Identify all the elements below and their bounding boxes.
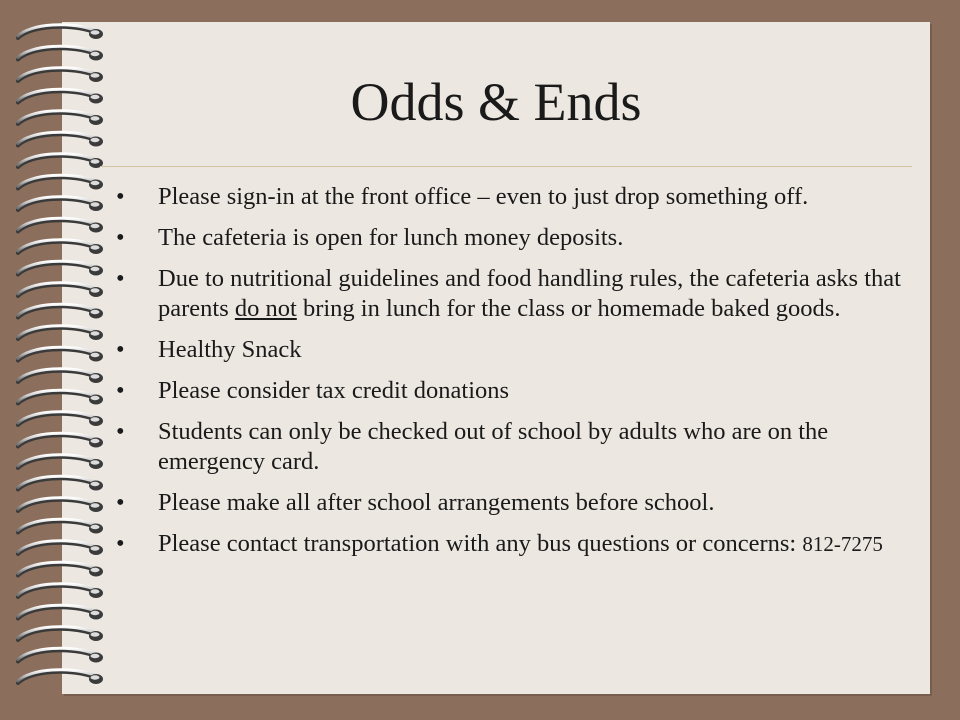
bullet-list <box>112 182 912 570</box>
bullet-item-healthy-snack <box>112 335 912 365</box>
slide-title: Odds & Ends <box>350 72 642 132</box>
bullet-item-after-school <box>112 488 912 518</box>
bullet-glyph: • <box>116 530 125 557</box>
bullet-text: Healthy Snack <box>158 336 302 363</box>
bullet-item-sign-in <box>112 182 912 212</box>
bullet-item-transportation <box>112 529 912 559</box>
bullet-glyph: • <box>116 377 125 404</box>
bullet-glyph: • <box>116 265 125 292</box>
bullet-glyph: • <box>116 183 125 210</box>
bullet-item-checkout <box>112 417 912 477</box>
bullet-glyph: • <box>116 418 125 445</box>
title-divider <box>100 166 912 167</box>
bullet-glyph: • <box>116 224 125 251</box>
bullet-text: Please sign-in at the front office – even to just drop something off. <box>158 183 809 210</box>
bullet-text: Students can only be checked out of school by adults who are on the emergency card. <box>158 418 829 475</box>
bullet-text: The cafeteria is open for lunch money deposits. <box>158 224 624 251</box>
bullet-text: Please contact transportation with any bus questions or concerns: <box>158 530 803 557</box>
phone-number: 812-7275 <box>802 532 883 556</box>
bullet-text-end: bring in lunch for the class or homemade baked goods. <box>296 295 841 322</box>
bullet-text-start: Due to nutritional guidelines and food handling rules, the cafeteria asks that parents <box>158 265 901 322</box>
bullet-item-tax-credit <box>112 376 912 406</box>
bullet-text: Please make all after school arrangements before school. <box>158 489 715 516</box>
bullet-text: Please consider tax credit donations <box>158 377 510 404</box>
bullet-glyph: • <box>116 489 125 516</box>
bullet-item-nutrition-guidelines <box>112 264 912 324</box>
bullet-text-emphasis: do not <box>234 295 297 322</box>
bullet-glyph: • <box>116 336 125 363</box>
bullet-item-cafeteria-deposits <box>112 223 912 253</box>
